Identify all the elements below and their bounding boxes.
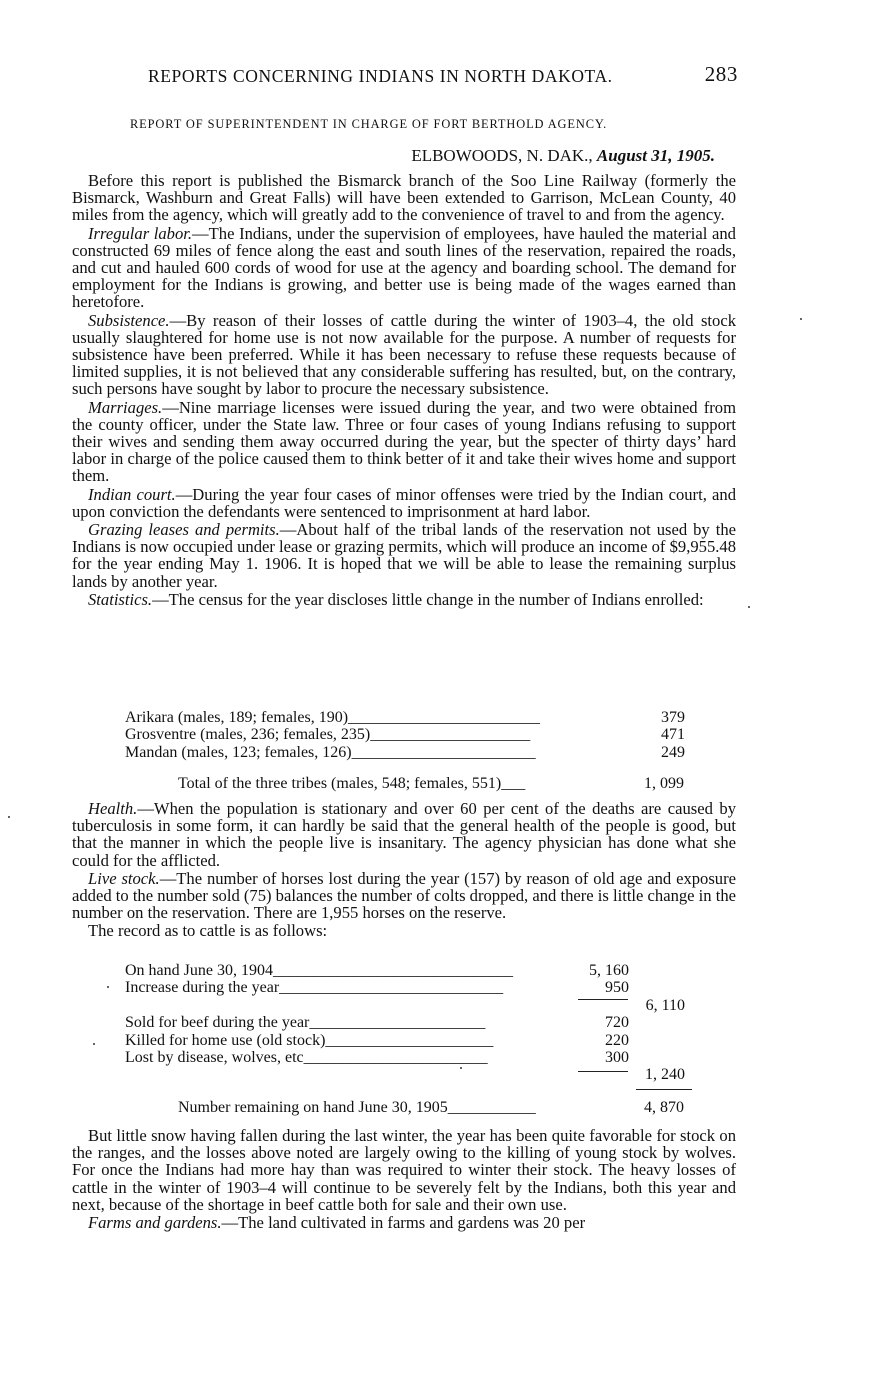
paragraph-subsistence: Subsistence.—By reason of their losses of cattle during the winter of 1903–4, the old stock usually slaughtered for home use is not now available for the purpose. A number of requests for subsistence have been preferred. While it has been necessary to refuse these requests because of limited supplies, it is not believed that any considerable suffering has resulted, but, on the contrary, such persons have sought by labor to procure the necessary subsistence.: [72, 310, 736, 399]
cattle-additions-total: 6, 110: [645, 996, 685, 1014]
paragraph-statistics: Statistics.—The census for the year discloses little change in the number of Indians enrolled:: [88, 589, 704, 609]
cattle-value: 5, 160: [589, 962, 629, 979]
paragraph-farms: Farms and gardens.—The land cultivated in farms and gardens was 20 per: [88, 1213, 586, 1233]
cattle-remaining-value: 4, 870: [644, 1099, 684, 1116]
body-text-middle: [72, 800, 736, 940]
table-row: Arikara (males, 189; females, 190)________________________ 379: [125, 709, 685, 726]
print-speck: [800, 318, 802, 320]
census-label: Grosventre (males, 236; females, 235): [125, 726, 371, 744]
census-label: Mandan (males, 123; females, 126): [125, 743, 352, 761]
paragraph-marriages: Marriages.—Nine marriage licenses were issued during the year, and two were obtained from the county officer, under the State law. Three or four cases of young Indians refusing to support their wives and sending them away occurred during the year, but the specter of thirty days’ hard labor in charge of the police caused them to think better of it and take their wives home and support them.: [72, 397, 736, 486]
paragraph-grazing: Grazing leases and permits.—About half of the tribal lands of the reservation not used by the Indians is now occupied under lease or grazing permits, which will produce an income of $9,955.48 for the year ending May 1. 1906. It is hoped that we will be able to lease the remaining surplus lands by another year.: [72, 520, 736, 591]
sum-rule: [636, 1089, 692, 1090]
cattle-label: Sold for beef during the year: [125, 1014, 310, 1032]
sum-rule: [578, 999, 628, 1000]
dateline: [411, 146, 715, 166]
cattle-table: [125, 962, 685, 1082]
cattle-value: 220: [605, 1031, 629, 1049]
heading-live-stock: Live stock.: [88, 868, 160, 888]
table-row: Grosventre (males, 236; females, 235)____________________ 471: [125, 726, 685, 744]
cattle-remaining: [178, 1099, 684, 1116]
table-row: Sold for beef during the year______________________ 720: [125, 1014, 629, 1032]
cattle-label: Killed for home use (old stock): [125, 1031, 326, 1049]
heading-marriages: Marriages.: [88, 397, 163, 417]
sum-rule: [578, 1071, 628, 1072]
print-speck: [460, 1067, 462, 1069]
body-text-upper: [72, 172, 736, 608]
paragraph-health: Health.—When the population is stationary and over 60 per cent of the deaths are caused by tuberculosis in some form, it can hardly be said that the general health of the people is good, but that the manner in which the people live is insanitary. The agency physician has done what she could for the afflicted.: [72, 799, 736, 870]
heading-farms: Farms and gardens.: [88, 1213, 222, 1233]
table-row: Increase during the year____________________________ 950: [125, 979, 629, 997]
cattle-label: Increase during the year: [125, 979, 280, 997]
census-total-label: Total of the three tribes (males, 548; females, 551): [178, 775, 502, 792]
running-title: REPORTS CONCERNING INDIANS IN NORTH DAKOTA.: [148, 66, 613, 86]
print-speck: [107, 986, 109, 988]
paragraph-cattle-intro: The record as to cattle is as follows:: [88, 921, 328, 941]
print-speck: [8, 816, 10, 818]
page-number: 283: [704, 62, 738, 86]
heading-statistics: Statistics.: [88, 589, 153, 609]
table-row: Number remaining on hand June 30, 1905___________ 4, 870: [178, 1099, 684, 1116]
print-speck: [748, 606, 750, 608]
heading-grazing: Grazing leases and permits.: [88, 520, 280, 540]
heading-health: Health.: [88, 799, 138, 818]
dateline-place: ELBOWOODS, N. DAK.,: [411, 146, 593, 165]
paragraph-snow: But little snow having fallen during the last winter, the year has been quite favorable for stock on the ranges, and the losses above noted are largely owing to the killing of young stock by wolves. For once the Indians had more hay than was required to winter their stock. The heavy losses of cattle in the winter of 1903–4 will continue to be severely felt by the Indians, both this year and next, because of the shortage in beef cattle both for sale and their own use.: [72, 1126, 736, 1214]
paragraph-live-stock: Live stock.—The number of horses lost during the year (157) by reason of old age and exposure added to the number sold (75) balances the number of colts dropped, and there is little change in the number on the reservation. There are 1,955 horses on the reserve.: [72, 868, 737, 923]
cattle-label: Lost by disease, wolves, etc: [125, 1048, 304, 1066]
cattle-label: On hand June 30, 1904: [125, 962, 273, 979]
cattle-remaining-label: Number remaining on hand June 30, 1905: [178, 1099, 448, 1116]
cattle-losses-total: 1, 240: [645, 1066, 685, 1084]
census-table: [125, 709, 685, 761]
table-row: Total of the three tribes (males, 548; females, 551)___ 1, 099: [178, 775, 684, 792]
census-value: 249: [661, 743, 685, 761]
table-row: Mandan (males, 123; females, 126)_______________________ 249: [125, 743, 685, 761]
cattle-value: 720: [605, 1014, 629, 1032]
cattle-value: 950: [605, 979, 629, 997]
census-label: Arikara (males, 189; females, 190): [125, 709, 349, 726]
heading-irregular-labor: Irregular labor.: [88, 223, 193, 243]
census-value: 379: [661, 709, 685, 726]
census-total-value: 1, 099: [644, 775, 684, 792]
heading-subsistence: Subsistence.: [88, 310, 170, 330]
cattle-value: 300: [605, 1048, 629, 1066]
paragraph-indian-court: Indian court.—During the year four cases of minor offenses were tried by the Indian court, and upon conviction the defendants were sentenced to imprisonment at hard labor.: [72, 484, 736, 521]
heading-indian-court: Indian court.: [88, 484, 176, 504]
table-row: On hand June 30, 1904______________________________ 5, 160: [125, 962, 629, 979]
dateline-date: August 31, 1905.: [596, 146, 715, 165]
census-value: 471: [661, 726, 685, 744]
report-title: REPORT OF SUPERINTENDENT IN CHARGE OF FORT BERTHOLD AGENCY.: [130, 117, 608, 131]
paragraph-irregular-labor: Irregular labor.—The Indians, under the supervision of employees, have hauled the material and constructed 69 miles of fence along the east and south lines of the reservation, repaired the roads, and cut and hauled 600 cords of wood for use at the agency and boarding school. The demand for employment for the Indians is growing, and better use is being made of the wages earned than heretofore.: [72, 223, 736, 312]
body-text-lower: [72, 1127, 736, 1231]
print-speck: [93, 1043, 95, 1045]
table-row: [125, 1066, 685, 1083]
census-total: [178, 775, 684, 792]
table-row: Lost by disease, wolves, etc_______________________ 300: [125, 1048, 629, 1066]
table-row: Killed for home use (old stock)_____________________ 220: [125, 1031, 629, 1049]
paragraph-intro: Before this report is published the Bismarck branch of the Soo Line Railway (formerly the Bismarck, Washburn and Great Falls) will have been extended to Garrison, McLean County, 40 miles from the agency, which will greatly add to the convenience of travel to and from the agency.: [72, 171, 736, 225]
